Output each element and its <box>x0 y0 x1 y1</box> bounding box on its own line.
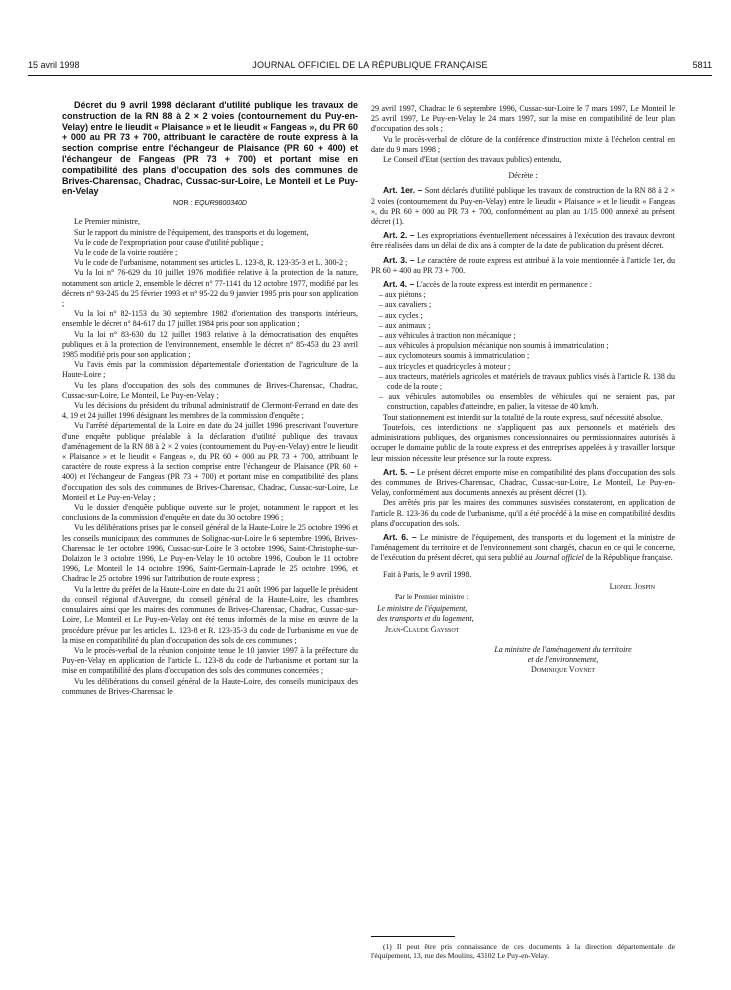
visa-paragraph: Vu la loi n° 83-630 du 12 juillet 1983 relative à la démocratisation des enquêtes publiques et à la protection de l'environnement, ensemble le décret n° 85-453 du 23 avril 1985 modifié pris pour son application ; <box>62 329 358 360</box>
article-4-text: L'accès de la route express est interdit en permanence : <box>416 280 592 290</box>
visa-paragraph: Vu le code de l'expropriation pour cause d'utilité publique ; <box>74 237 264 247</box>
article-4-label: Art. 4. – <box>383 279 415 290</box>
list-item: – aux cavaliers ; <box>379 300 432 310</box>
article-6 <box>371 532 675 564</box>
footnote <box>371 942 675 960</box>
list-item: – aux véhicules à traction non mécanique ; <box>379 331 516 341</box>
minister-equipment-title <box>371 604 675 635</box>
article-3 <box>371 255 675 276</box>
list-item: – aux tracteurs, matériels agricoles et matériels de travaux publics visés à l'article R. 138 du code de la route ; <box>379 371 675 392</box>
visa-paragraph: Vu la lettre du préfet de la Haute-Loire en date du 21 août 1996 par laquelle le président du conseil régional d'Auvergne, du conseil général de la Haute-Loire, les chambres consulaires ainsi que les maires des communes de Brives-Charensac, Chadrac, Cussac-sur-Loire, Le Monteil et Le Puy-en-Velay ont été tenus informés de la mise en œuvre de la procédure prévue par les articles L. 123-8 et R. 123-35-3 du code de l'urbanisme en vue de la mise en compatibilité du plan d'occupation des sols de ces communes ; <box>62 584 358 645</box>
list-item: – aux véhicules automobiles ou ensembles de véhicules qui ne seraient pas, par construction, capables d'atteindre, en palier, la vitesse de 40 km/h. <box>379 392 675 412</box>
list-item: – aux tricycles et quadricycles à moteur ; <box>379 361 511 371</box>
article-3-label: Art. 3. – <box>383 254 415 265</box>
article-1-text: Sont déclarés d'utilité publique les travaux de construction de la RN 88 à 2 × 2 voies (contournement du Puy-en-Velay) entre le lieudit « Plaisance » et le lieudit « Fangeas », du PR 60 + 000 au PR 73 + 700, conformément au plan au 1/15 000 annexé au présent décret (1). <box>371 186 676 227</box>
visa-paragraph: Vu l'arrêté départemental de la Loire en date du 24 juillet 1996 prescrivant l'ouverture d'une enquête publique préalable à la déclaration d'utilité publique des travaux d'aménagement de la RN 88 à 2 × 2 voies (contournement du Puy-en-Velay) entre le lieudit « Plaisance » et le lieudit « Fangeas », du PR 60 + 000 au PR 73 + 700, attribuant le caractère de route express à la section comprise entre l'échangeur de Plaisance (PR 60 + 400) et l'échangeur de Fangeas (PR 73 + 700) et portant mise en compatibilité des plans d'occupation des sols des communes de Brives-Charensac, Chadrac, Cussac-sur-Loire, Le Monteil et Le Puy-en-Velay ; <box>62 421 358 502</box>
article-5 <box>371 467 675 499</box>
visa-paragraph: Vu le code de la voirie routière ; <box>74 247 178 257</box>
list-item: – aux véhicules à propulsion mécanique non soumis à immatriculation ; <box>379 341 609 351</box>
article-3-text: Le caractère de route express est attribué à la voie mentionnée à l'article 1er, du PR 60 + 400 au PR 73 + 700. <box>371 255 675 275</box>
article-1 <box>371 185 675 227</box>
article-6-text-before: Le ministre de l'équipement, des transports et du logement et la ministre de l'aménagement du territoire et de l'environnement sont chargés, chacun en ce qui le concerne, de l'exécution du présent décret, qui sera publié au <box>371 532 676 563</box>
minister-equipment-title-line2: des transports et du logement, <box>377 614 474 624</box>
visa-paragraph: Vu le code de l'urbanisme, notamment ses articles L. 123-8, R. 123-35-3 et L. 300-2 ; <box>74 258 348 268</box>
minister-equipment-name: Jean-Claude Gayssot <box>385 624 460 634</box>
footnote-text: (1) Il peut être pris connaissance de ces documents à la direction départementale de l'équipement, 13, rue des Moulins, 43102 Le Puy-en-Velay. <box>371 942 675 960</box>
visa-paragraph: Vu le procès-verbal de la réunion conjointe tenue le 10 janvier 1997 à la préfecture du Puy-en-Velay en application de l'article L. 123-8 du code de l'urbanisme et portant sur la mise en compatibilité des plans d'occupation des sols des communes concernées ; <box>62 645 358 676</box>
article-4-list <box>371 290 675 412</box>
article-6-text-after: de la République française. <box>583 553 673 563</box>
article-2-text: Les expropriations éventuellement nécessaires à l'exécution des travaux devront être réalisées dans un délai de dix ans à compter de la date de publication du présent décret. <box>371 231 675 251</box>
place-date: Fait à Paris, le 9 avril 1998. <box>383 569 472 579</box>
list-item: – aux cyclomoteurs soumis à immatriculation ; <box>379 351 530 361</box>
visa-paragraph: Le Conseil d'Etat (section des travaux publics) entendu, <box>383 155 562 165</box>
nor-label: NOR : <box>173 200 193 208</box>
nor-reference <box>62 199 358 209</box>
article-2-label: Art. 2. – <box>383 230 415 241</box>
article-1-label: Art. 1er. – <box>383 185 423 196</box>
decree-title: Décret du 9 avril 1998 déclarant d'utilité publique les travaux de construction de la RN 88 à 2 × 2 voies (contournement du Puy-en-Velay) entre le lieudit « Plaisance » et le lieudit « Fangeas », du PR 60 + 000 au PR 73 + 700, attribuant le caractère de route express à la section comprise entre l'échangeur de Plaisance (PR 60 + 400) et l'échangeur de Fangeas (PR 73 + 700) et portant mise en compatibilité des plans d'occupation des sols des communes de Brives-Charensac, Chadrac, Cussac-sur-Loire, Le Monteil et Le Puy-en-Velay <box>62 100 358 197</box>
left-column <box>62 100 358 697</box>
visa-paragraph: Vu les délibérations prises par le conseil général de la Haute-Loire le 25 octobre 1996 et les conseils municipaux des communes de Solignac-sur-Loire le 6 septembre 1996, Brives-Charensac le 1er octobre 1996, Cussac-sur-Loire le 3 octobre 1996, Saint-Christophe-sur-Dolaizon le 3 octobre 1996, Le Puy-en-Velay le 10 octobre 1996, Coubon le 11 octobre 1996, Le Monteil le 14 octobre 1996, Saint-Germain-Laprade le 25 octobre 1996, et Chadrac le 25 octobre 1996 sur l'attribution de route express ; <box>62 523 358 584</box>
by-prime-minister: Par le Premier ministre : <box>395 591 469 601</box>
article-2 <box>371 230 675 251</box>
visa-paragraph: Sur le rapport du ministre de l'équipement, des transports et du logement, <box>74 227 309 237</box>
list-item: – aux cycles ; <box>379 310 423 320</box>
article-4-paragraph: Toutefois, ces interdictions ne s'appliquent pas aux personnels et matériels des administrations publiques, des organismes concessionnaires ou permissionnaires autorisés à occuper le domaine public de la route express et des entreprises appelées à y travailler lorsque leur mission nécessite leur présence sur la route express. <box>371 422 675 463</box>
visa-continued: 29 avril 1997, Chadrac le 6 septembre 1996, Cussac-sur-Loire le 7 mars 1997, Le Monteil le 25 avril 1997, Le Puy-en-Velay le 24 mars 1997, sur la mise en compatibilité de leur plan d'occupation des sols ; <box>371 104 675 134</box>
visa-paragraph: Vu l'avis émis par la commission départementale d'orientation de l'agriculture de la Haute-Loire ; <box>62 360 358 380</box>
article-6-label: Art. 6. – <box>383 531 417 542</box>
minister-environment-name: Dominique Voynet <box>530 665 596 675</box>
visa-paragraph: Vu le procès-verbal de clôture de la conférence d'instruction mixte à l'échelon central en date du 9 mars 1998 ; <box>371 134 675 154</box>
journal-officiel-reference: Journal officiel <box>534 553 584 563</box>
visa-paragraph: Vu la loi n° 76-629 du 10 juillet 1976 modifiée relative à la protection de la nature, notamment son article 2, ensemble le décret n° 77-1141 du 12 octobre 1977, modifié par les décrets n° 93-245 du 25 février 1993 et n° 95-22 du 9 janvier 1995 pris pour son application ; <box>62 268 358 308</box>
nor-code: EQUR9800340D <box>194 200 247 208</box>
visas-block <box>62 217 358 697</box>
article-4 <box>371 279 675 290</box>
visa-paragraph: Le Premier ministre, <box>74 217 140 227</box>
minister-environment-title-line1: La ministre de l'aménagement du territoire <box>494 644 632 654</box>
minister-environment-title-line2: et de l'environnement, <box>527 654 599 664</box>
footnote-rule <box>371 936 455 937</box>
header-rule <box>28 75 712 76</box>
header-journal-title: JOURNAL OFFICIEL DE LA RÉPUBLIQUE FRANÇAISE <box>252 60 488 70</box>
minister-equipment-title-line1: Le ministre de l'équipement, <box>377 604 468 614</box>
page-header <box>28 60 712 74</box>
list-item: – aux piétons ; <box>379 290 426 300</box>
right-column <box>371 104 675 675</box>
visa-paragraph: Vu les plans d'occupation des sols des communes de Brives-Charensac, Chadrac, Cussac-sur-Loire, Le Monteil, Le Puy-en-Velay ; <box>62 380 358 400</box>
article-4-paragraph: Tout stationnement est interdit sur la totalité de la route express, sauf nécessité absolue. <box>383 412 663 422</box>
prime-minister-name: Lionel Jospin <box>609 581 655 591</box>
decrete-heading: Décrète : <box>508 171 538 181</box>
list-item: – aux animaux ; <box>379 320 431 330</box>
header-page-number: 5811 <box>692 60 712 70</box>
visa-paragraph: Vu le dossier d'enquête publique ouverte sur le projet, notamment le rapport et les conclusions de la commission d'enquête en date du 30 octobre 1996 ; <box>62 503 358 523</box>
visa-paragraph: Vu les décisions du président du tribunal administratif de Clermont-Ferrand en date des 4, 19 et 24 juillet 1996 désignant les membres de la commission d'enquête ; <box>62 401 358 421</box>
article-5-text: Le présent décret emporte mise en compatibilité des plans d'occupation des sols des communes de Brives-Charensac, Chadrac, Cussac-sur-Loire, Le Monteil, Le Puy-en-Velay, conformément aux documents annexés au présent décret (1). <box>371 467 675 498</box>
header-date: 15 avril 1998 <box>28 60 80 70</box>
article-5-paragraph: Des arrêtés pris par les maires des communes susvisées constateront, en application de l'article R. 123-36 du code de l'urbanisme, qu'il a été procédé à la mise en compatibilité desdits plans d'occupation des sols. <box>371 498 675 528</box>
minister-environment-title <box>371 645 675 676</box>
visa-paragraph: Vu les délibérations du conseil général de la Haute-Loire, des conseils municipaux des communes de Brives-Charensac le <box>62 676 358 696</box>
visa-paragraph: Vu la loi n° 82-1153 du 30 septembre 1982 d'orientation des transports intérieurs, ensemble le décret n° 84-617 du 17 juillet 1984 pris pour son application ; <box>62 309 358 329</box>
article-5-label: Art. 5. – <box>383 466 415 477</box>
